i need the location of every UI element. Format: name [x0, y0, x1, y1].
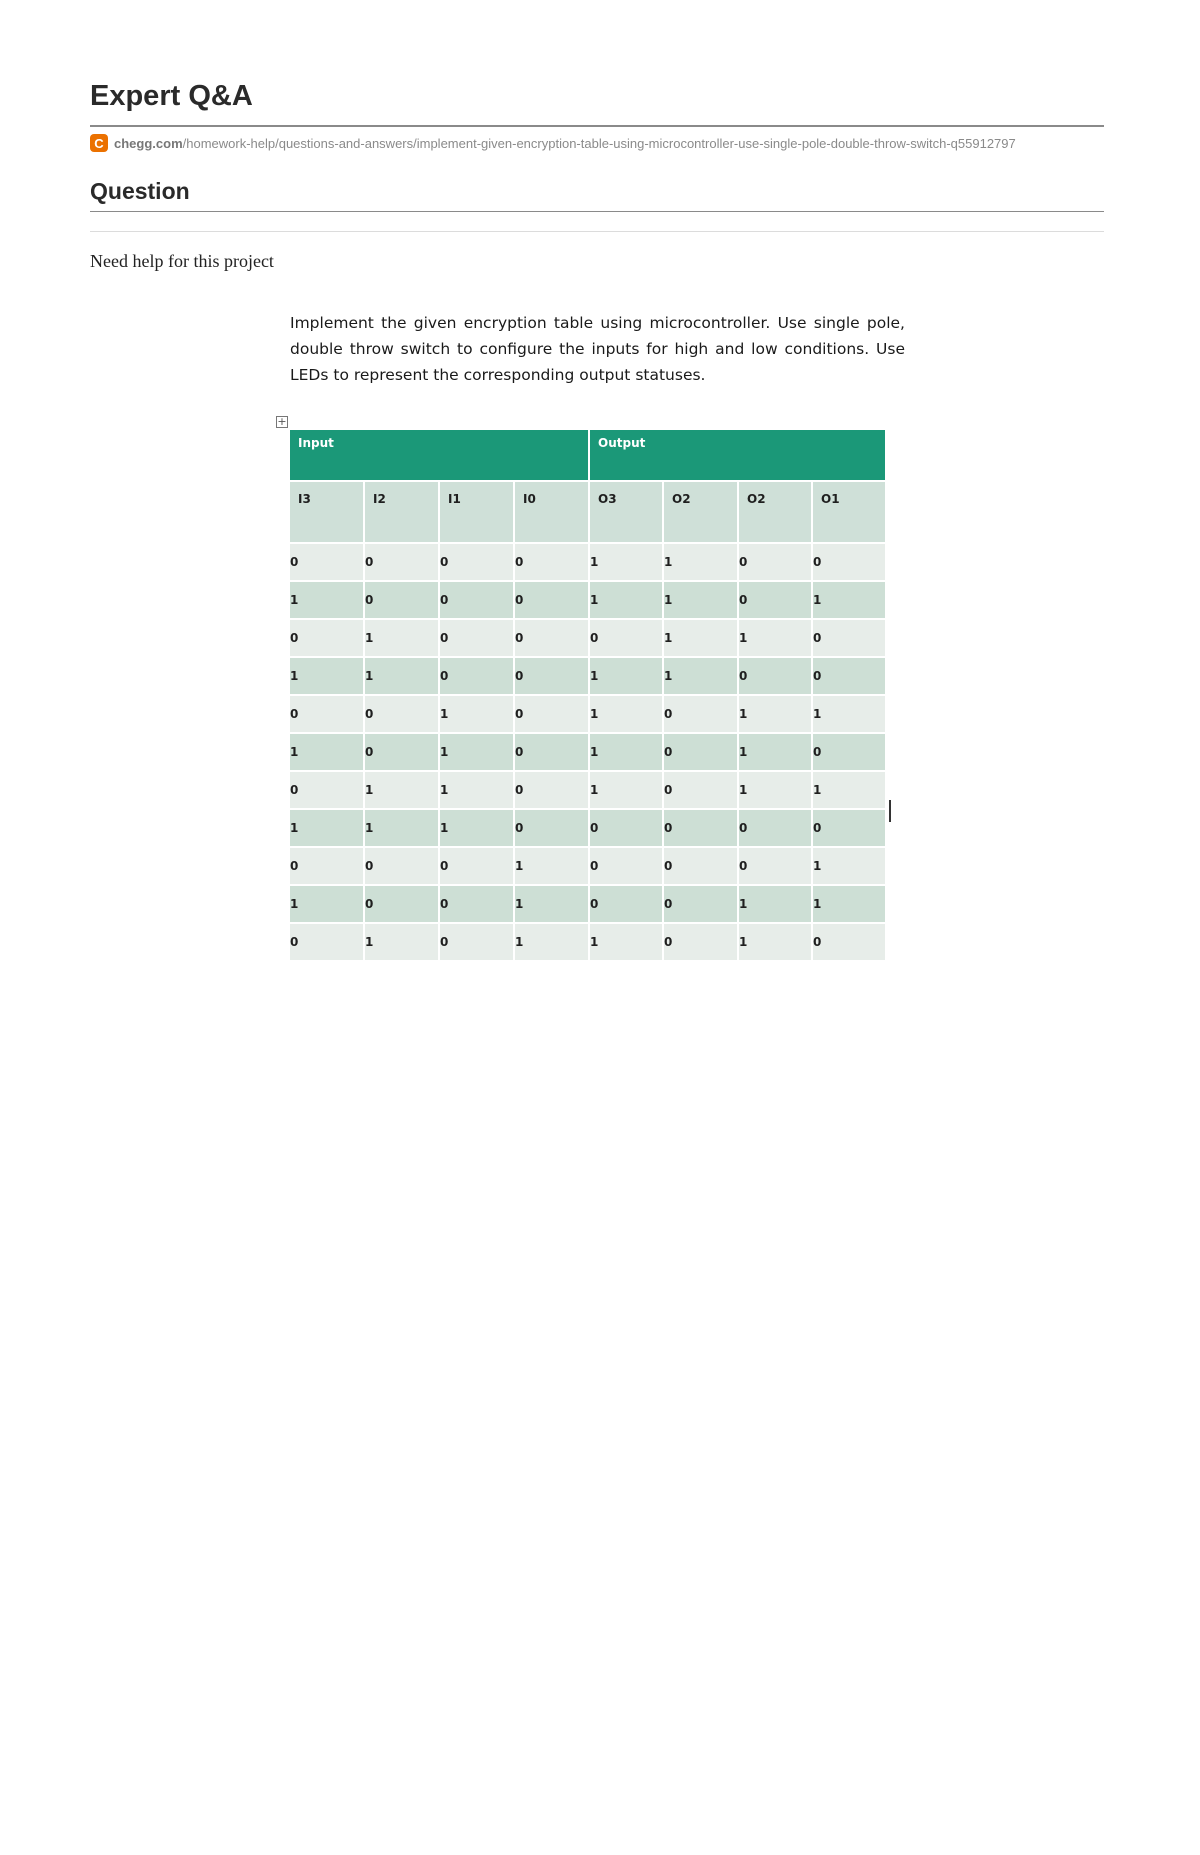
- section-divider: [90, 211, 1104, 212]
- table-cell: 1: [364, 809, 439, 847]
- table-cell: 0: [812, 619, 886, 657]
- table-cell: 0: [514, 771, 589, 809]
- table-cell: 1: [439, 771, 514, 809]
- table-cell: 1: [514, 885, 589, 923]
- table-cell: 0: [439, 657, 514, 695]
- group-header-output: Output: [589, 430, 886, 481]
- text-cursor: [889, 800, 891, 822]
- table-cell: 0: [663, 733, 738, 771]
- table-cell: 0: [439, 923, 514, 961]
- column-header: I3: [290, 481, 364, 543]
- table-cell: 0: [514, 657, 589, 695]
- table-cell: 1: [290, 809, 364, 847]
- source-domain[interactable]: chegg.com: [114, 135, 183, 151]
- table-cell: 0: [290, 619, 364, 657]
- table-cell: 0: [663, 847, 738, 885]
- table-cell: 1: [738, 619, 812, 657]
- table-row: [290, 771, 886, 809]
- column-header: I0: [514, 481, 589, 543]
- question-image: [270, 310, 910, 960]
- table-cell: 0: [589, 885, 663, 923]
- table-row: [290, 581, 886, 619]
- table-cell: 1: [514, 923, 589, 961]
- table-cell: 0: [439, 543, 514, 581]
- table-cell: 1: [439, 733, 514, 771]
- table-column-header-row: [290, 481, 886, 543]
- table-cell: 1: [812, 885, 886, 923]
- table-cell: 1: [589, 657, 663, 695]
- table-cell: 0: [439, 885, 514, 923]
- table-cell: 0: [812, 923, 886, 961]
- table-cell: 0: [439, 581, 514, 619]
- table-cell: 0: [589, 847, 663, 885]
- table-cell: 1: [364, 657, 439, 695]
- table-cell: 0: [364, 733, 439, 771]
- move-handle-icon: +: [277, 415, 287, 428]
- table-cell: 1: [290, 581, 364, 619]
- table-cell: 1: [589, 543, 663, 581]
- table-cell: 0: [290, 923, 364, 961]
- table-cell: 0: [812, 809, 886, 847]
- column-header: O2: [663, 481, 738, 543]
- table-cell: 1: [290, 733, 364, 771]
- table-cell: 1: [738, 733, 812, 771]
- table-row: [290, 923, 886, 961]
- table-cell: 1: [290, 885, 364, 923]
- table-cell: 1: [663, 657, 738, 695]
- table-cell: 1: [589, 733, 663, 771]
- column-header: O2: [738, 481, 812, 543]
- table-cell: 0: [738, 657, 812, 695]
- table-cell: 0: [514, 809, 589, 847]
- group-header-input: Input: [290, 430, 589, 481]
- table-cell: 1: [738, 923, 812, 961]
- table-cell: 0: [364, 847, 439, 885]
- column-header: I2: [364, 481, 439, 543]
- table-cell: 1: [364, 619, 439, 657]
- table-row: [290, 733, 886, 771]
- table-cell: 0: [514, 695, 589, 733]
- question-heading: Question: [90, 178, 190, 204]
- table-cell: 0: [290, 771, 364, 809]
- table-cell: 0: [663, 885, 738, 923]
- chegg-logo-icon: C: [90, 134, 108, 152]
- table-cell: 1: [514, 847, 589, 885]
- table-cell: 1: [589, 581, 663, 619]
- table-cell: 0: [589, 809, 663, 847]
- table-cell: 0: [812, 733, 886, 771]
- table-cell: 1: [364, 771, 439, 809]
- table-cell: 0: [738, 581, 812, 619]
- question-text: Need help for this project: [90, 251, 274, 271]
- table-cell: 0: [439, 847, 514, 885]
- table-cell: 1: [663, 581, 738, 619]
- table-cell: 1: [812, 771, 886, 809]
- table-cell: 0: [514, 543, 589, 581]
- table-cell: 1: [812, 581, 886, 619]
- encryption-table: [290, 430, 887, 962]
- image-instructions: Implement the given encryption table using microcontroller. Use single pole, double throw switch to configure the inputs for high and low conditions. Use LEDs to represent the corresponding output statuses.: [290, 314, 905, 384]
- table-cell: 1: [364, 923, 439, 961]
- content-divider: [90, 231, 1104, 232]
- table-cell: 1: [589, 771, 663, 809]
- table-cell: 1: [663, 543, 738, 581]
- table-cell: 0: [738, 543, 812, 581]
- table-cell: 0: [439, 619, 514, 657]
- table-cell: 0: [738, 847, 812, 885]
- source-link[interactable]: [90, 133, 1016, 153]
- table-cell: 0: [812, 543, 886, 581]
- table-cell: 0: [663, 923, 738, 961]
- table-row: [290, 543, 886, 581]
- table-cell: 0: [514, 619, 589, 657]
- table-row: [290, 657, 886, 695]
- table-cell: 0: [364, 543, 439, 581]
- table-cell: 1: [589, 923, 663, 961]
- column-header: I1: [439, 481, 514, 543]
- table-cell: 1: [738, 695, 812, 733]
- page-title: Expert Q&A: [90, 80, 253, 112]
- column-header: O3: [589, 481, 663, 543]
- table-cell: 0: [290, 543, 364, 581]
- table-cell: 1: [738, 885, 812, 923]
- table-row: [290, 885, 886, 923]
- table-cell: 1: [812, 847, 886, 885]
- table-row: [290, 809, 886, 847]
- table-cell: 0: [663, 809, 738, 847]
- table-cell: 0: [663, 771, 738, 809]
- table-cell: 1: [663, 619, 738, 657]
- table-cell: 0: [514, 581, 589, 619]
- table-cell: 1: [812, 695, 886, 733]
- table-cell: 1: [738, 771, 812, 809]
- table-row: [290, 619, 886, 657]
- table-cell: 0: [812, 657, 886, 695]
- table-group-row: [290, 430, 886, 481]
- table-cell: 0: [290, 695, 364, 733]
- column-header: O1: [812, 481, 886, 543]
- table-cell: 0: [589, 619, 663, 657]
- table-cell: 0: [364, 885, 439, 923]
- table-cell: 0: [290, 847, 364, 885]
- table-cell: 0: [514, 733, 589, 771]
- table-cell: 1: [439, 695, 514, 733]
- source-path[interactable]: /homework-help/questions-and-answers/implement-given-encryption-table-using-microcontroller-use-single-pole-double-throw-switch-q55912797: [182, 135, 1016, 151]
- table-row: [290, 695, 886, 733]
- table-cell: 0: [738, 809, 812, 847]
- table-cell: 0: [364, 581, 439, 619]
- table-cell: 1: [589, 695, 663, 733]
- table-cell: 0: [364, 695, 439, 733]
- table-row: [290, 847, 886, 885]
- table-cell: 1: [439, 809, 514, 847]
- table-cell: 1: [290, 657, 364, 695]
- table-cell: 0: [663, 695, 738, 733]
- title-divider: [90, 125, 1104, 127]
